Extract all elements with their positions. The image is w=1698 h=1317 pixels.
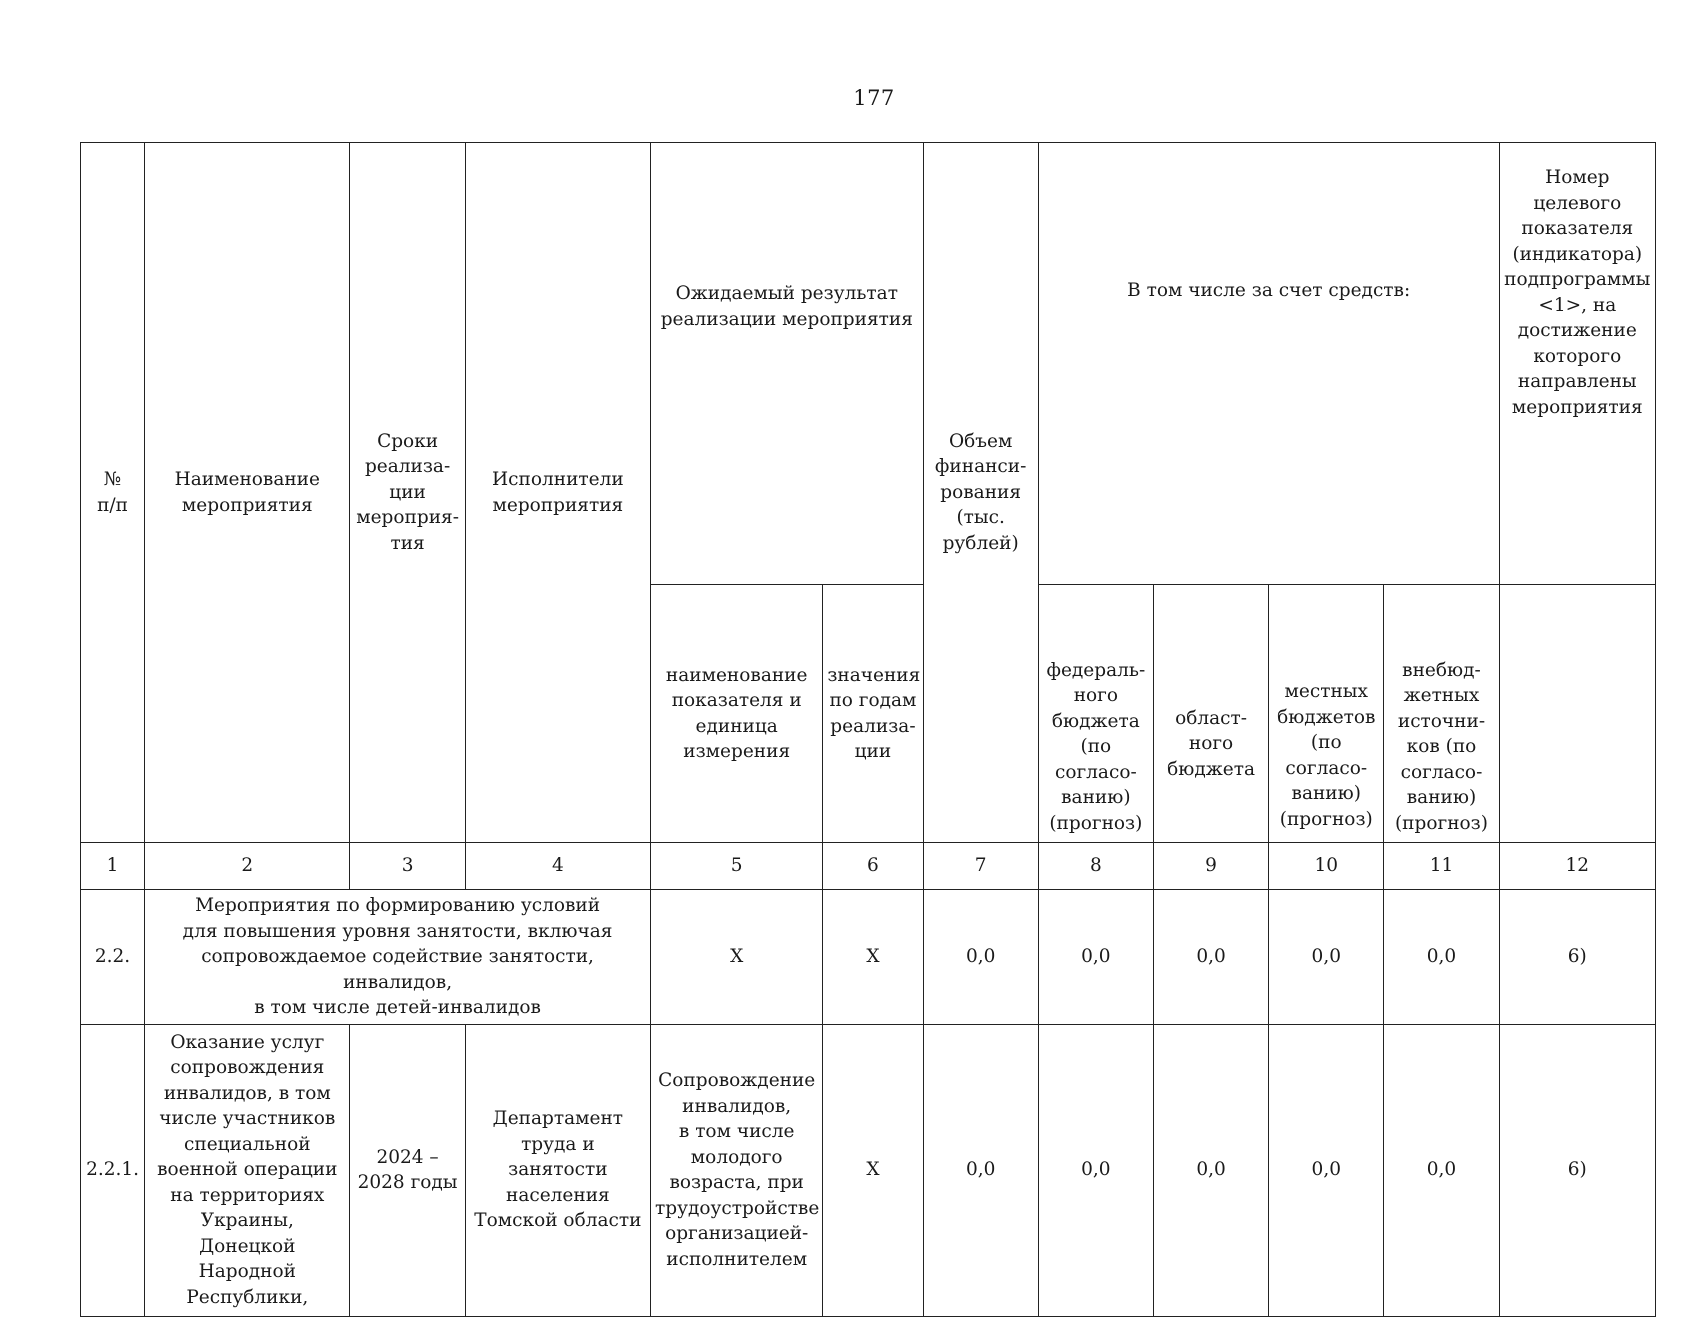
row-regional: 0,0	[1153, 890, 1268, 1025]
header-target-indicator: Номер целевого показателя (индикатора) подпрограммы <1>, на достижение которого направлены мероприятия	[1499, 143, 1655, 585]
row-num: 2.2.1.	[81, 1024, 145, 1316]
row-funding-volume: 0,0	[923, 1024, 1038, 1316]
column-number: 5	[651, 843, 823, 890]
column-number: 10	[1269, 843, 1384, 890]
header-local: местных бюджетов (по согласо- ванию) (прогноз)	[1269, 585, 1384, 843]
header-num: № п/п	[81, 143, 145, 843]
page-number: 177	[853, 86, 895, 110]
header-target-indicator-empty	[1499, 585, 1655, 843]
row-offbudget: 0,0	[1384, 1024, 1499, 1316]
row-indicator-name: Сопровождение инвалидов, в том числе молодого возраста, при трудоустройстве организацией- исполнителем	[651, 1024, 823, 1316]
header-funding-volume: Объем финанси- рования (тыс. рублей)	[923, 143, 1038, 843]
row-name: Оказание услуг сопровождения инвалидов, в том числе участников специальной военной операции на территориях Украины, Донецкой Народной Республики,	[145, 1024, 350, 1316]
header-offbudget: внебюд- жетных источни- ков (по согласо- ванию) (прогноз)	[1384, 585, 1499, 843]
row-local: 0,0	[1269, 890, 1384, 1025]
column-number: 7	[923, 843, 1038, 890]
activities-table	[80, 142, 1656, 1317]
row-offbudget: 0,0	[1384, 890, 1499, 1025]
header-executors: Исполнители мероприятия	[465, 143, 650, 843]
row-terms: 2024 – 2028 годы	[350, 1024, 465, 1316]
column-number: 6	[823, 843, 923, 890]
header-regional: област- ного бюджета	[1153, 585, 1268, 843]
row-indicator-values: Х	[823, 890, 923, 1025]
column-number: 9	[1153, 843, 1268, 890]
row-federal: 0,0	[1038, 890, 1153, 1025]
row-indicator-name: Х	[651, 890, 823, 1025]
column-number: 3	[350, 843, 465, 890]
column-number: 8	[1038, 843, 1153, 890]
table-row	[81, 890, 1656, 1025]
row-federal: 0,0	[1038, 1024, 1153, 1316]
header-indicator-values: значения по годам реализа- ции	[823, 585, 923, 843]
header-expected-result: Ожидаемый результат реализации мероприятия	[651, 143, 924, 585]
column-number: 2	[145, 843, 350, 890]
column-numbers-row	[81, 843, 1656, 890]
row-target-indicator: 6)	[1499, 1024, 1655, 1316]
header-including-sources: В том числе за счет средств:	[1038, 143, 1499, 585]
column-number: 11	[1384, 843, 1499, 890]
row-executors: Департамент труда и занятости населения Томской области	[465, 1024, 650, 1316]
header-row-top	[81, 143, 1656, 585]
row-regional: 0,0	[1153, 1024, 1268, 1316]
header-federal: федераль- ного бюджета (по согласо- ванию) (прогноз)	[1038, 585, 1153, 843]
column-number: 4	[465, 843, 650, 890]
column-number: 12	[1499, 843, 1655, 890]
row-funding-volume: 0,0	[923, 890, 1038, 1025]
header-indicator-name: наименование показателя и единица измерения	[651, 585, 823, 843]
row-name: Мероприятия по формированию условий для повышения уровня занятости, включая сопровождаемое содействие занятости, инвалидов, в том числе детей-инвалидов	[145, 890, 651, 1025]
row-target-indicator: 6)	[1499, 890, 1655, 1025]
row-indicator-values: Х	[823, 1024, 923, 1316]
row-num: 2.2.	[81, 890, 145, 1025]
column-number: 1	[81, 843, 145, 890]
header-terms: Сроки реализа- ции мероприя- тия	[350, 143, 465, 843]
table-row	[81, 1024, 1656, 1316]
header-name: Наименование мероприятия	[145, 143, 350, 843]
row-local: 0,0	[1269, 1024, 1384, 1316]
